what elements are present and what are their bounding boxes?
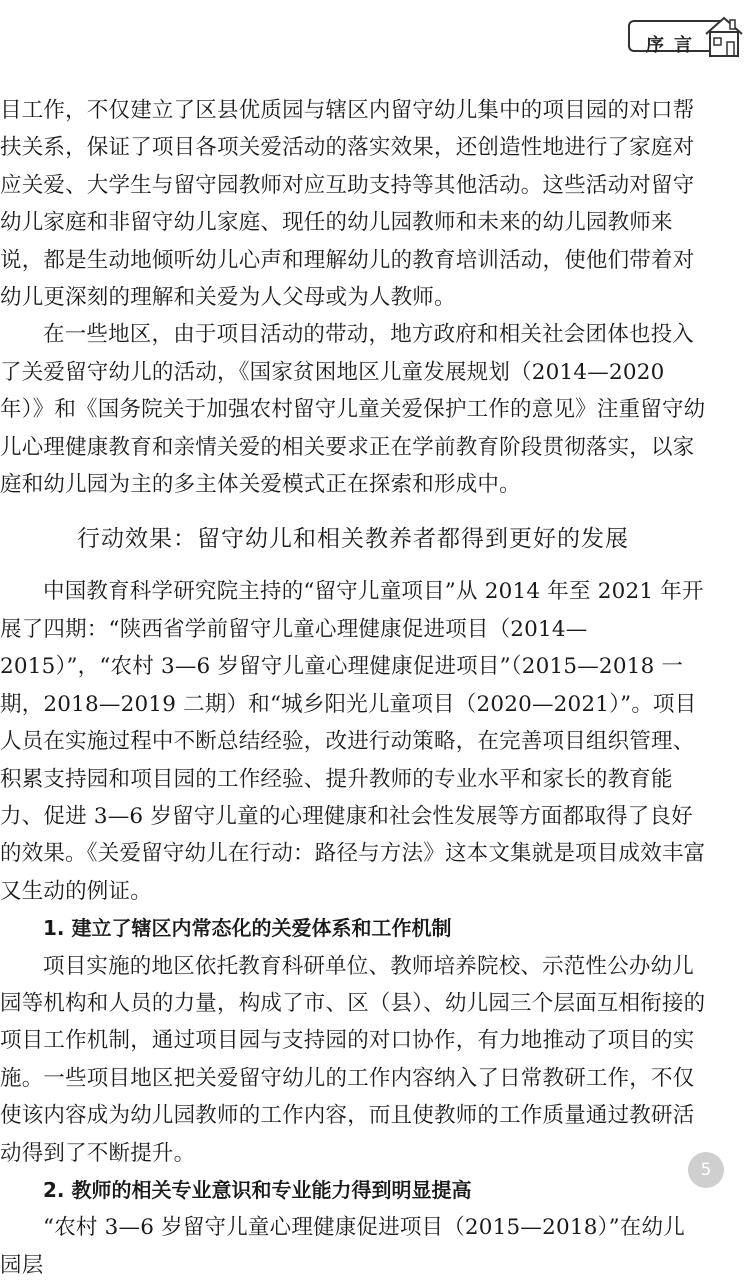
section-label: 序言 — [646, 35, 702, 56]
paragraph-project-intro: 中国教育科学研究院主持的“留守儿童项目”从 2014 年至 2021 年开展了四期：“陕西省学前留守儿童心理健康促进项目（2014—2015）”，“农村 3—6 岁留守儿童心理健康促进项目”（2015—2018 一期，2018—2019 二期）和“城乡阳光儿童项目（2020—2021）”。项目人员在实施过程中不断总结经验，改进行动策略，在完善项目组织管理、积累支持园和项目园的工作经验、提升教师的专业水平和家长的教育能力、促进 3—6 岁留守儿童的心理健康和社会性发展等方面都取得了良好的效果。《关爱留守幼儿在行动：路径与方法》这本文集就是项目成效丰富又生动的例证。 — [0, 579, 706, 904]
paragraph-continued: 目工作，不仅建立了区县优质园与辖区内留守幼儿集中的项目园的对口帮扶关系，保证了项目各项关爱活动的落实效果，还创造性地进行了家庭对应关爱、大学生与留守园教师对应互助支持等其他活动。这些活动对留守幼儿家庭和非留守幼儿家庭、现任的幼儿园教师和未来的幼儿园教师来说，都是生动地倾听幼儿心声和理解幼儿的教育培训活动，使他们带着对幼儿更深刻的理解和关爱为人父母或为人教师。 — [0, 98, 695, 311]
paragraph-local-government: 在一些地区，由于项目活动的带动，地方政府和相关社会团体也投入了关爱留守幼儿的活动，《国家贫困地区儿童发展规划（2014—2020 年）》和《国务院关于加强农村留守儿童关爱保护工作的意见》注重留守幼儿心理健康教育和亲情关爱的相关要求正在学前教育阶段贯彻落实，以家庭和幼儿园为主的多主体关爱模式正在探索和形成中。 — [0, 322, 706, 498]
page-number: 5 — [688, 1152, 724, 1188]
house-icon — [702, 14, 746, 58]
subheading-2: 2. 教师的相关专业意识和专业能力得到明显提高 — [43, 1177, 472, 1202]
paragraph-teacher: “农村 3—6 岁留守儿童心理健康促进项目（2015—2018）”在幼儿园层 — [0, 1215, 685, 1278]
section-tab — [628, 14, 750, 56]
section-heading: 行动效果：留守幼儿和相关教养者都得到更好的发展 — [77, 526, 629, 553]
subheading-1: 1. 建立了辖区内常态化的关爱体系和工作机制 — [43, 916, 452, 941]
page-body — [0, 92, 706, 1284]
paragraph-mechanism: 项目实施的地区依托教育科研单位、教师培养院校、示范性公办幼儿园等机构和人员的力量，构成了市、区（县）、幼儿园三个层面互相衔接的项目工作机制，通过项目园与支持园的对口协作，有力地推动了项目的实施。一些项目地区把关爱留守幼儿的工作内容纳入了日常教研工作，不仅使该内容成为幼儿园教师的工作内容，而且使教师的工作质量通过教研活动得到了不断提升。 — [0, 953, 706, 1166]
